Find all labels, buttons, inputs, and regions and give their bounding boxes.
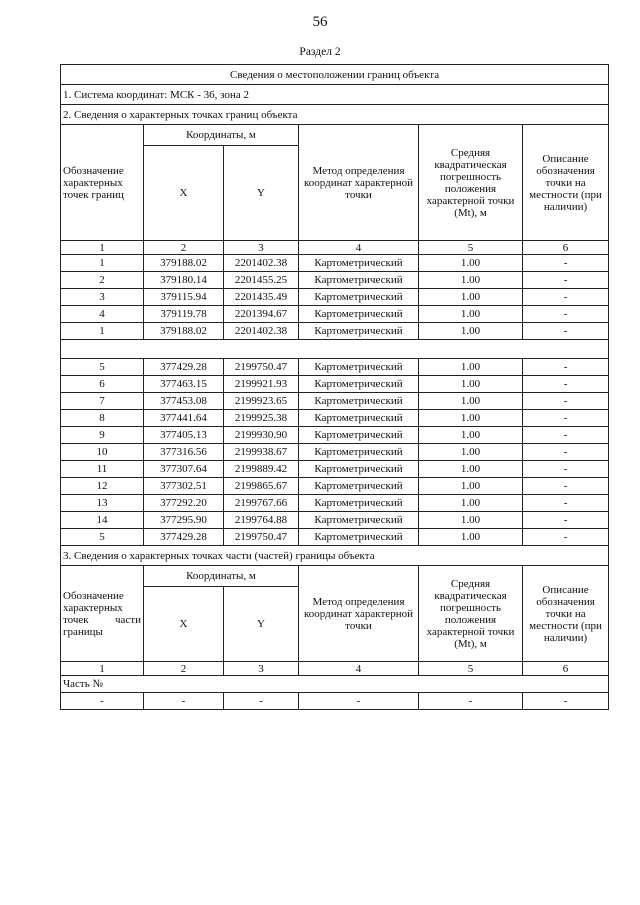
section2-title: 2. Сведения о характерных точках границ объекта bbox=[61, 105, 609, 125]
table-cell: 3 bbox=[224, 241, 299, 255]
table-title: Сведения о местоположении границ объекта bbox=[61, 65, 609, 85]
table-cell: - bbox=[144, 693, 224, 710]
table-cell: 377292.20 bbox=[144, 495, 224, 512]
table-cell: 7 bbox=[61, 393, 144, 410]
table-row bbox=[61, 393, 609, 410]
table-cell: - bbox=[523, 289, 609, 306]
coordinate-system: 1. Система координат: МСК - 36, зона 2 bbox=[61, 85, 609, 105]
table-cell: 1 bbox=[61, 255, 144, 272]
table-cell: Картометрический bbox=[299, 427, 419, 444]
table-cell: Картометрический bbox=[299, 255, 419, 272]
header-description-part: Описание обозначения точки на местности (при наличии) bbox=[523, 566, 609, 662]
header-x: X bbox=[144, 146, 224, 241]
table-cell: - bbox=[523, 444, 609, 461]
table-cell: 379180.14 bbox=[144, 272, 224, 289]
blank-separator-row bbox=[61, 340, 609, 359]
table-cell: Картометрический bbox=[299, 461, 419, 478]
table-cell: - bbox=[419, 693, 523, 710]
table-cell: 2199930.90 bbox=[224, 427, 299, 444]
table-cell: 2199750.47 bbox=[224, 529, 299, 546]
header-x-part: X bbox=[144, 587, 224, 662]
table-cell: 12 bbox=[61, 478, 144, 495]
table-cell: 1 bbox=[61, 662, 144, 676]
table-cell: 1.00 bbox=[419, 306, 523, 323]
column-number-row bbox=[61, 241, 609, 255]
table-row bbox=[61, 478, 609, 495]
section3-title: 3. Сведения о характерных точках части (частей) границы объекта bbox=[61, 546, 609, 566]
table-cell: 379119.78 bbox=[144, 306, 224, 323]
table-cell: 377429.28 bbox=[144, 529, 224, 546]
table-cell: 13 bbox=[61, 495, 144, 512]
table-cell: - bbox=[523, 272, 609, 289]
table-cell: 2199865.67 bbox=[224, 478, 299, 495]
table-cell: 2201435.49 bbox=[224, 289, 299, 306]
table-cell: 6 bbox=[61, 376, 144, 393]
table-row bbox=[61, 529, 609, 546]
header-point-designation-part: Обозначение характерных точек части границы bbox=[61, 566, 144, 662]
table-cell: Картометрический bbox=[299, 393, 419, 410]
table-cell: Картометрический bbox=[299, 289, 419, 306]
table-cell: Картометрический bbox=[299, 512, 419, 529]
table-cell: 6 bbox=[523, 662, 609, 676]
table-cell: 1.00 bbox=[419, 393, 523, 410]
table-cell: Картометрический bbox=[299, 410, 419, 427]
table-row bbox=[61, 289, 609, 306]
table-cell: 2199921.93 bbox=[224, 376, 299, 393]
table-cell: 377307.64 bbox=[144, 461, 224, 478]
table-cell: Картометрический bbox=[299, 306, 419, 323]
table-cell: 8 bbox=[61, 410, 144, 427]
table-cell: 2 bbox=[61, 272, 144, 289]
table-cell: 2199764.88 bbox=[224, 512, 299, 529]
header-coordinates: Координаты, м bbox=[144, 125, 299, 146]
table-row bbox=[61, 461, 609, 478]
table-cell: - bbox=[523, 427, 609, 444]
table-cell: 3 bbox=[61, 289, 144, 306]
table-cell: 9 bbox=[61, 427, 144, 444]
table-cell: 10 bbox=[61, 444, 144, 461]
header-point-designation: Обозначение характерных точек границ bbox=[61, 125, 144, 241]
table-cell: 377453.08 bbox=[144, 393, 224, 410]
header-accuracy: Средняя квадратическая погрешность положения характерной точки (Mt), м bbox=[419, 125, 523, 241]
table-cell: 4 bbox=[61, 306, 144, 323]
header-method: Метод определения координат характерной точки bbox=[299, 125, 419, 241]
table-cell: 1 bbox=[61, 241, 144, 255]
table-cell: Картометрический bbox=[299, 478, 419, 495]
table-row bbox=[61, 306, 609, 323]
header-coordinates-part: Координаты, м bbox=[144, 566, 299, 587]
table-cell: 4 bbox=[299, 662, 419, 676]
table-row bbox=[61, 427, 609, 444]
table-cell: - bbox=[523, 359, 609, 376]
table-cell: Картометрический bbox=[299, 495, 419, 512]
table-cell: 14 bbox=[61, 512, 144, 529]
header-description: Описание обозначения точки на местности (при наличии) bbox=[523, 125, 609, 241]
table-cell: 1.00 bbox=[419, 478, 523, 495]
table-cell: 1.00 bbox=[419, 529, 523, 546]
table-cell: - bbox=[523, 512, 609, 529]
table-cell: 1.00 bbox=[419, 427, 523, 444]
table-cell: 1.00 bbox=[419, 410, 523, 427]
table-cell: 2201402.38 bbox=[224, 323, 299, 340]
header-y-part: Y bbox=[224, 587, 299, 662]
column-number-row bbox=[61, 662, 609, 676]
table-cell: Картометрический bbox=[299, 376, 419, 393]
table-row bbox=[61, 376, 609, 393]
table-cell: 4 bbox=[299, 241, 419, 255]
table-cell: - bbox=[523, 461, 609, 478]
table-cell: Картометрический bbox=[299, 444, 419, 461]
table-cell: 379188.02 bbox=[144, 255, 224, 272]
table-cell: 1.00 bbox=[419, 444, 523, 461]
table-cell: 2199923.65 bbox=[224, 393, 299, 410]
table-cell: Картометрический bbox=[299, 359, 419, 376]
table-cell: - bbox=[523, 478, 609, 495]
table-cell: Картометрический bbox=[299, 323, 419, 340]
table-cell: 377441.64 bbox=[144, 410, 224, 427]
table-cell: - bbox=[299, 693, 419, 710]
table-cell: - bbox=[523, 306, 609, 323]
table-cell: 1.00 bbox=[419, 461, 523, 478]
table-cell: 2 bbox=[144, 662, 224, 676]
page-number: 56 bbox=[312, 14, 328, 30]
header-method-part: Метод определения координат характерной точки bbox=[299, 566, 419, 662]
table-row bbox=[61, 410, 609, 427]
table-cell: 1.00 bbox=[419, 255, 523, 272]
table-cell: - bbox=[523, 255, 609, 272]
header-y: Y bbox=[224, 146, 299, 241]
table-cell: 5 bbox=[419, 662, 523, 676]
table-row bbox=[61, 272, 609, 289]
table-cell: - bbox=[523, 693, 609, 710]
table-row bbox=[61, 359, 609, 376]
table-cell: 1 bbox=[61, 323, 144, 340]
table-cell: 377463.15 bbox=[144, 376, 224, 393]
table-row bbox=[61, 512, 609, 529]
table-cell: Картометрический bbox=[299, 272, 419, 289]
table-cell: 377429.28 bbox=[144, 359, 224, 376]
table-cell: 377295.90 bbox=[144, 512, 224, 529]
table-cell: 1.00 bbox=[419, 289, 523, 306]
table-cell: 5 bbox=[61, 359, 144, 376]
table-row bbox=[61, 323, 609, 340]
table-cell: 5 bbox=[61, 529, 144, 546]
table-cell: 2199889.42 bbox=[224, 461, 299, 478]
table-cell: - bbox=[61, 693, 144, 710]
table-cell: 6 bbox=[523, 241, 609, 255]
table-cell: 2199938.67 bbox=[224, 444, 299, 461]
section-label: Раздел 2 bbox=[299, 46, 341, 58]
table-cell: - bbox=[523, 376, 609, 393]
table-cell: 377302.51 bbox=[144, 478, 224, 495]
table-cell: 377316.56 bbox=[144, 444, 224, 461]
table-cell: - bbox=[523, 393, 609, 410]
table-row bbox=[61, 255, 609, 272]
table-cell: - bbox=[523, 495, 609, 512]
table-cell: 2201455.25 bbox=[224, 272, 299, 289]
table-cell: 11 bbox=[61, 461, 144, 478]
table-cell: 1.00 bbox=[419, 359, 523, 376]
table-cell: 1.00 bbox=[419, 495, 523, 512]
table-cell: 1.00 bbox=[419, 376, 523, 393]
header-accuracy-part: Средняя квадратическая погрешность положения характерной точки (Mt), м bbox=[419, 566, 523, 662]
table-cell: 1.00 bbox=[419, 512, 523, 529]
table-cell: 2199925.38 bbox=[224, 410, 299, 427]
part-label: Часть № bbox=[61, 676, 609, 693]
table-cell: 2199750.47 bbox=[224, 359, 299, 376]
table-cell: 2201394.67 bbox=[224, 306, 299, 323]
table-cell: 377405.13 bbox=[144, 427, 224, 444]
table-cell: 3 bbox=[224, 662, 299, 676]
table-cell: Картометрический bbox=[299, 529, 419, 546]
blank-cell bbox=[61, 340, 609, 359]
table-cell: - bbox=[523, 323, 609, 340]
table-cell: 2199767.66 bbox=[224, 495, 299, 512]
table-row bbox=[61, 444, 609, 461]
part-data-row bbox=[61, 693, 609, 710]
table-cell: 1.00 bbox=[419, 272, 523, 289]
boundary-table bbox=[60, 64, 609, 710]
table-cell: 379115.94 bbox=[144, 289, 224, 306]
table-cell: 1.00 bbox=[419, 323, 523, 340]
table-cell: 2201402.38 bbox=[224, 255, 299, 272]
table-row bbox=[61, 495, 609, 512]
table-cell: 379188.02 bbox=[144, 323, 224, 340]
table-cell: - bbox=[523, 529, 609, 546]
table-cell: 2 bbox=[144, 241, 224, 255]
table-cell: - bbox=[224, 693, 299, 710]
table-cell: - bbox=[523, 410, 609, 427]
table-cell: 5 bbox=[419, 241, 523, 255]
